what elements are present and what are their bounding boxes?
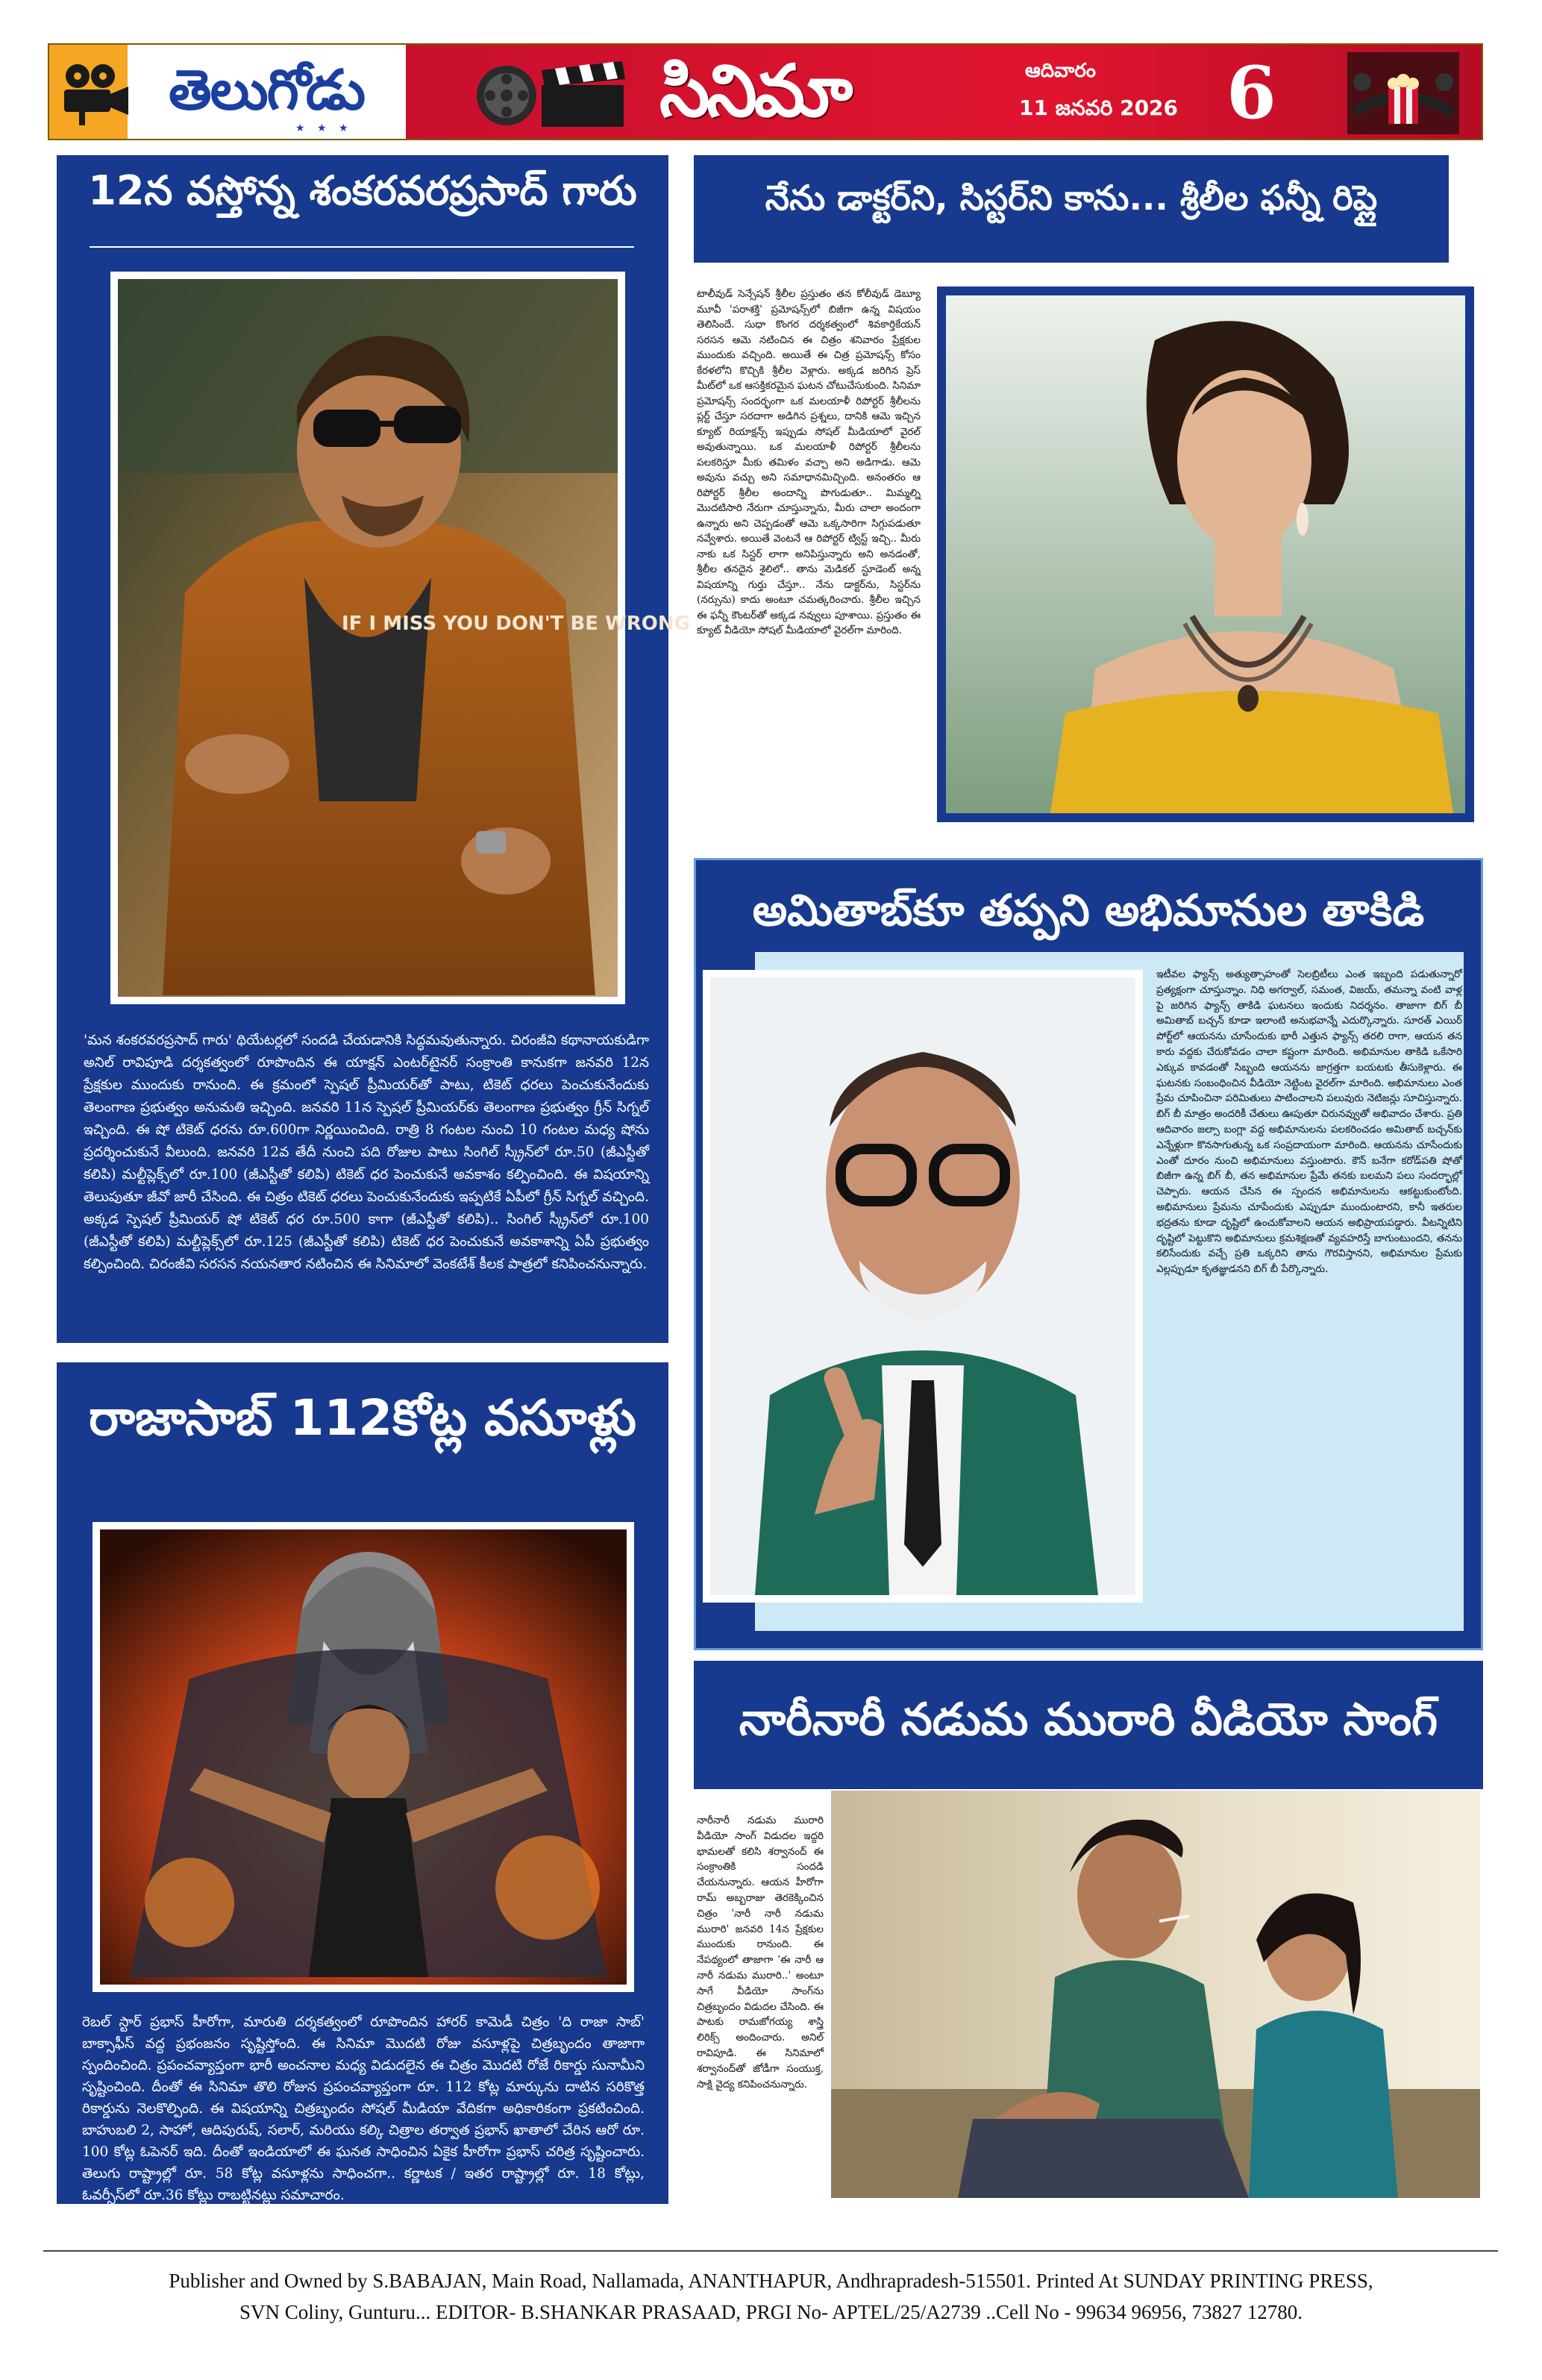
chiranjeevi-image: [118, 279, 690, 997]
article-naarinaari-headline: నారీనారీ నడుమ మురారి వీడియో సాంగ్: [739, 1694, 1438, 1746]
article-shankar-headline: 12న వస్తోన్న శంకరవరప్రసాద్ గారు: [88, 167, 637, 214]
article-amitabh-body: ఇటీవల ఫ్యాన్స్ అత్యుత్సాహంతో సెలబ్రిటీలు ఎంత ఇబ్బంది పడుతున్నారో ప్రత్యక్షంగా చూస్తున్నాం. నిధి అగర్వాల్, సమంత, విజయ్, తమన్నా వంటి వాళ్ల పై జరిగిన ఫ్యాన్స్ తాకిడి ఘటనలు ఇందుకు నిదర్శనం. తాజాగా బిగ్ బీ అమితాబ్ బచ్చన్ కూడా ఇలాంటి అనుభవాన్నే ఎదుర్కొన్నారు. సూరత్ ఎయిర్ పోర్ట్‌లో ఆయనను చూసేందుకు భారీ ఎత్తున ఫ్యాన్స్ తరలి రాగా, ఆయన తన కారు వద్దకు చేరుకోవడం చాలా కష్టంగా మారింది. అభిమానుల తాకిడి ఒకేసారి ఎక్కువ కావడంతో సిబ్బంది ఆయనను జాగ్రత్తగా బయటకు తీసుకెళ్లారు. ఈ ఘటనకు సంబంధించిన వీడియో నెట్టింట వైరల్‌గా మారింది. అభిమానులు ఎంత ప్రేమ చూపించినా పరిమితులు పాటించాలని పలువురు నెటిజన్లు సూచిస్తున్నారు. బిగ్ బీ మాత్రం అందరికీ చేతులు ఊపుతూ చిరునవ్వుతో అభివాదం చేశారు. ప్రతి ఆదివారం జల్సా బంగ్లా వద్ద అభిమానులను పలకరించడం అమితాబ్ బచ్చన్‌కు ఎన్నేళ్లుగా కొనసాగుతున్న ఒక సంప్రదాయంగా మారింది. ఆయనను చూసేందుకు ఎంతో దూరం నుంచి అభిమానులు వస్తుంటారు. కౌన్ బనేగా కరోడ్‌పతి షోతో బిజీగా ఉన్న బిగ్ బీ, తన అభిమానుల ప్రేమే తనకు బలమని పలు సందర్భాల్లో చెప్పారు. ఆయన చేసిన ఈ స్పందన అభిమానులను ఆకట్టుకుంటోంది. అభిమానులు ప్రేమను చూపేందుకు ఎప్పుడూ ముందుంటారని, కానీ ఇతరుల భద్రతను కూడా దృష్టిలో ఉంచుకోవాలని ఆయన అభిప్రాయపడ్డారు. వీటన్నిటిని దృష్టిలో పెట్టుకొని అభిమానులు క్రమశిక్షణతో వ్యవహరిస్తే బాగుంటుందని, తనను కలిసేందుకు వచ్చే ప్రతి ఒక్కరిని తాను గౌరవిస్తానని, అభిమానుల ప్రేమకు ఎల్లప్పుడూ కృతజ్ఞుడనని బిగ్ బీ పేర్కొన్నారు.: [1156, 968, 1462, 1276]
film-reel-clapper-icon: [473, 57, 637, 131]
footer-divider: [43, 2250, 1498, 2252]
article-naarinaari-photo: [831, 1791, 1480, 2198]
article-naarinaari-body: నారీనారీ నడుమ మురారి వీడియో సాంగ్ విడుదల ఇద్దరి భామలతో కలిసి శర్వానంద్ ఈ సంక్రాంతికి సందడి చేయనున్నారు. ఆయన హీరోగా రామ్ అబ్బరాజు తెరకెక్కించిన చిత్రం 'నారీ నారీ నడుమ మురారి' జనవరి 14న ప్రేక్షకుల ముందుకు రానుంది. ఈ నేపథ్యంలో తాజాగా 'ఈ నారీ ఆ నారీ నడుమ మురారి..' అంటూ సాగే వీడియో సాంగ్‌ను చిత్రబృందం విడుదల చేసింది. ఈ పాటకు రామజోగయ్య శాస్త్రి లిరిక్స్ అందించారు. అనిల్ రావిపూడి. ఈ సినిమాలో శర్వానంద్‌తో జోడీగా సంయుక్త, సాక్షి వైద్య కనిపించనున్నారు.: [697, 1814, 824, 2091]
film-projector-icon: [57, 60, 131, 127]
article-amitabh-headline: అమితాబ్‌కూ తప్పని అభిమానుల తాకిడి: [752, 885, 1425, 936]
article-sreeleela-body: టాలీవుడ్ సెన్సేషన్ శ్రీలీల ప్రస్తుతం తన కోలీవుడ్ డెబ్యూ మూవీ 'పరాశక్తి' ప్రమోషన్స్‌లో బిజీగా ఉన్న విషయం తెలిసిందే. సుధా కొంగర దర్శకత్వంలో శివకార్తికేయన్ సరసన ఆమె నటించిన ఈ చిత్రం శనివారం ప్రేక్షకుల ముందుకు వచ్చింది. అయితే ఈ చిత్ర ప్రమోషన్స్ కోసం కేరళలోని కొచ్చికి శ్రీలీల వెళ్లారు. అక్కడ జరిగిన ప్రెస్ మీట్‌లో ఒక ఆసక్తికరమైన ఘటన చోటుచేసుకుంది. సినిమా ప్రమోషన్స్ సందర్భంగా ఒక మలయాళీ రిపోర్టర్ శ్రీలీలను ప్లర్ట్ చేస్తూ సరదాగా అడిగిన ప్రశ్నలు, దానికి ఆమె ఇచ్చిన క్యూట్ రియాక్షన్స్ ఇప్పుడు సోషల్ మీడియాలో వైరల్ అవుతున్నాయి. ఒక మలయాళీ రిపోర్టర్ శ్రీలీలను పలకరిస్తూ మీకు తమిళం వచ్చా అని అడిగాడు. ఆమె అవును వచ్చు అని సమాధానమిచ్చింది. అనంతరం ఆ రిపోర్టర్ శ్రీలీల అందాన్ని పొగుడుతూ.. మిమ్మల్ని మొదటిసారి నేరుగా చూస్తున్నాను, మీరు చాలా అందంగా ఉన్నారు అని చెప్పడంతో ఆమె ఒక్కసారిగా సిగ్గుపడుతూ నవ్వేశారు. అయితే వెంటనే ఆ రిపోర్టర్ ట్విస్ట్ ఇచ్చి.. మీరు నాకు ఒక సిస్టర్ లాగా అనిపిస్తున్నారు అని అనడంతో, శ్రీలీల తనదైన శైలిలో.. తాను మెడికల్ స్టూడెంట్ అన్న విషయాన్ని గుర్తు చేస్తూ.. నేను డాక్టర్‌ను, సిస్టర్‌ను (నర్సును) కాదు అంటూ చమత్కరించారు. శ్రీలీల ఇచ్చిన ఈ ఫన్నీ కౌంటర్‌తో అక్కడ నవ్వులు పూశాయి. ప్రస్తుతం ఈ క్యూట్ వీడియో సోషల్ మీడియాలో వైరల్‌గా మారింది.: [697, 288, 921, 636]
headline-divider: [90, 246, 634, 248]
jacket-text: IF I MISS YOU DON'T BE WRONG: [342, 613, 690, 635]
article-rajasaab-photo: [93, 1522, 634, 1992]
amitabh-image: [710, 977, 1135, 1595]
article-sreeleela-photo: [946, 295, 1465, 813]
prabhas-poster-image: [100, 1529, 627, 1985]
masthead-logo-area: [49, 45, 406, 139]
article-shankar-body: 'మన శంకరవరప్రసాద్ గారు' థియేటర్లలో సందడి చేయడానికి సిద్ధమవుతున్నారు. చిరంజీవి కథానాయకుడిగా అనిల్ రావిపూడి దర్శకత్వంలో రూపొందిన ఈ యాక్షన్ ఎంటర్‌టైనర్ సంక్రాంతి కానుకగా జనవరి 12న ప్రేక్షకుల ముందుకు రానుంది. ఈ క్రమంలో స్పెషల్ ప్రీమియర్‌తో పాటు, టికెట్ ధరలు పెంచుకునేందుకు తెలంగాణ ప్రభుత్వం అనుమతి ఇచ్చింది. జనవరి 11న స్పెషల్ ప్రీమియర్‌కు తెలంగాణ ప్రభుత్వం గ్రీన్ సిగ్నల్ ఇచ్చింది. ఈ షో టికెట్ ధరను రూ.600గా నిర్ణయించింది. రాత్రి 8 గంటల నుంచి 10 గంటల మధ్య షోను ప్రదర్శించుకునే వీలుంది. జనవరి 12వ తేదీ నుంచి పది రోజుల పాటు సింగిల్ స్క్రీన్‌లో రూ.50 (జీఎస్టీతో కలిపి) మల్టీప్లెక్స్‌లో రూ.100 (జీఎస్టీతో కలిపి) టికెట్ ధర పెంచుకునే అవకాశం కల్పించింది. ఈ విషయాన్ని తెలుపుతూ జీవో జారీ చేసింది. ఈ చిత్రం టికెట్ ధరలు పెంచుకునేందుకు ఇప్పటికే ఏపీలో గ్రీన్ సిగ్నల్ వచ్చింది. అక్కడ స్పెషల్ ప్రీమియర్ షో టికెట్ ధర రూ.500 కాగా (జీఎస్టీతో కలిపి).. సింగిల్ స్క్రీన్‌లో రూ.100 (జీఎస్టీతో కలిపి) మల్టీప్లెక్స్‌లో రూ.125 (జీఎస్టీతో కలిపి) టికెట్ ధర పెంచుకునే అవకాశాన్ని ఏపీ ప్రభుత్వం కల్పించింది. చిరంజీవి సరసన నయనతార నటించిన ఈ సినిమాలో వెంకటేశ్ కీలక పాత్రలో కనిపించనున్నారు.: [84, 1033, 649, 1272]
page-number: 6: [1226, 51, 1276, 135]
sharwanand-samyuktha-image: [831, 1791, 1480, 2198]
section-title: సినిమా: [659, 49, 850, 133]
footer-line-1: Publisher and Owned by S.BABAJAN, Main Road, Nallamada, ANANTHAPUR, Andhrapradesh-515501. Printed At SUNDAY PRINTING PRESS,: [169, 2270, 1373, 2292]
article-rajasaab-headline: రాజాసాబ్ 112కోట్ల వసూళ్లు: [89, 1389, 636, 1447]
issue-day: ఆదివారం: [1025, 60, 1096, 82]
popcorn-filmstrip-icon: [1347, 52, 1459, 134]
article-sreeleela-headline: నేను డాక్టర్‌ని, సిస్టర్‌ని కాను... శ్రీలీల ఫన్నీ రిప్లై: [765, 178, 1378, 218]
sreeleela-image: [946, 295, 1465, 813]
article-amitabh-photo: [703, 970, 1143, 1603]
brand-name: తెలుగోడు: [169, 58, 365, 122]
brand-stars: ★ ★ ★: [295, 122, 353, 134]
issue-date: 11 జనవరి 2026: [1019, 95, 1179, 120]
masthead-banner: [406, 45, 1482, 139]
article-rajasaab-body: రెబల్ స్టార్ ప్రభాస్ హీరోగా, మారుతి దర్శకత్వంలో రూపొందిన హారర్ కామెడీ చిత్రం 'ది రాజా సాబ్' బాక్సాఫీస్ వద్ద ప్రభంజనం సృష్టిస్తోంది. ఈ సినిమా మొదటి రోజు వసూళ్లపై చిత్రబృందం తాజాగా స్పందించింది. ప్రపంచవ్యాప్తంగా భారీ అంచనాల మధ్య విడుదలైన ఈ చిత్రం మొదటి రోజే రికార్డు సునామీని సృష్టించింది. దీంతో ఈ సినిమా తొలి రోజున ప్రపంచవ్యాప్తంగా రూ. 112 కోట్ల మార్కును దాటిన సరికొత్త రికార్డును నెలకొల్పింది. ఈ విషయాన్ని చిత్రబృందం సోషల్ మీడియా వేదికగా అధికారికంగా ప్రకటించింది. బాహుబలి 2, సాహో, ఆదిపురుష్, సలార్, మరియు కల్కి చిత్రాల తర్వాత ప్రభాస్ ఖాతాలో చేరిన ఆరో రూ. 100 కోట్ల ఓపెనర్ ఇది. దీంతో ఇండియాలో ఈ ఘనత సాధించిన ఏకైక హీరోగా ప్రభాస్ చరిత్ర సృష్టించారు. తెలుగు రాష్ట్రాల్లో రూ. 58 కోట్ల వసూళ్లను సాధించగా.. కర్ణాటక / ఇతర రాష్ట్రాల్లో రూ. 18 కోట్లు, ఓవర్సీస్‌లో రూ.36 కోట్లు రాబట్టినట్లు సమాచారం.: [82, 2014, 645, 2203]
footer-line-2: SVN Coliny, Gunturu... EDITOR- B.SHANKAR PRASAAD, PRGI No- APTEL/25/A2739 ..Cell No - 99634 96956, 73827 12780.: [239, 2301, 1303, 2323]
article-shankar-photo: [110, 272, 690, 1004]
masthead: [48, 43, 1483, 140]
